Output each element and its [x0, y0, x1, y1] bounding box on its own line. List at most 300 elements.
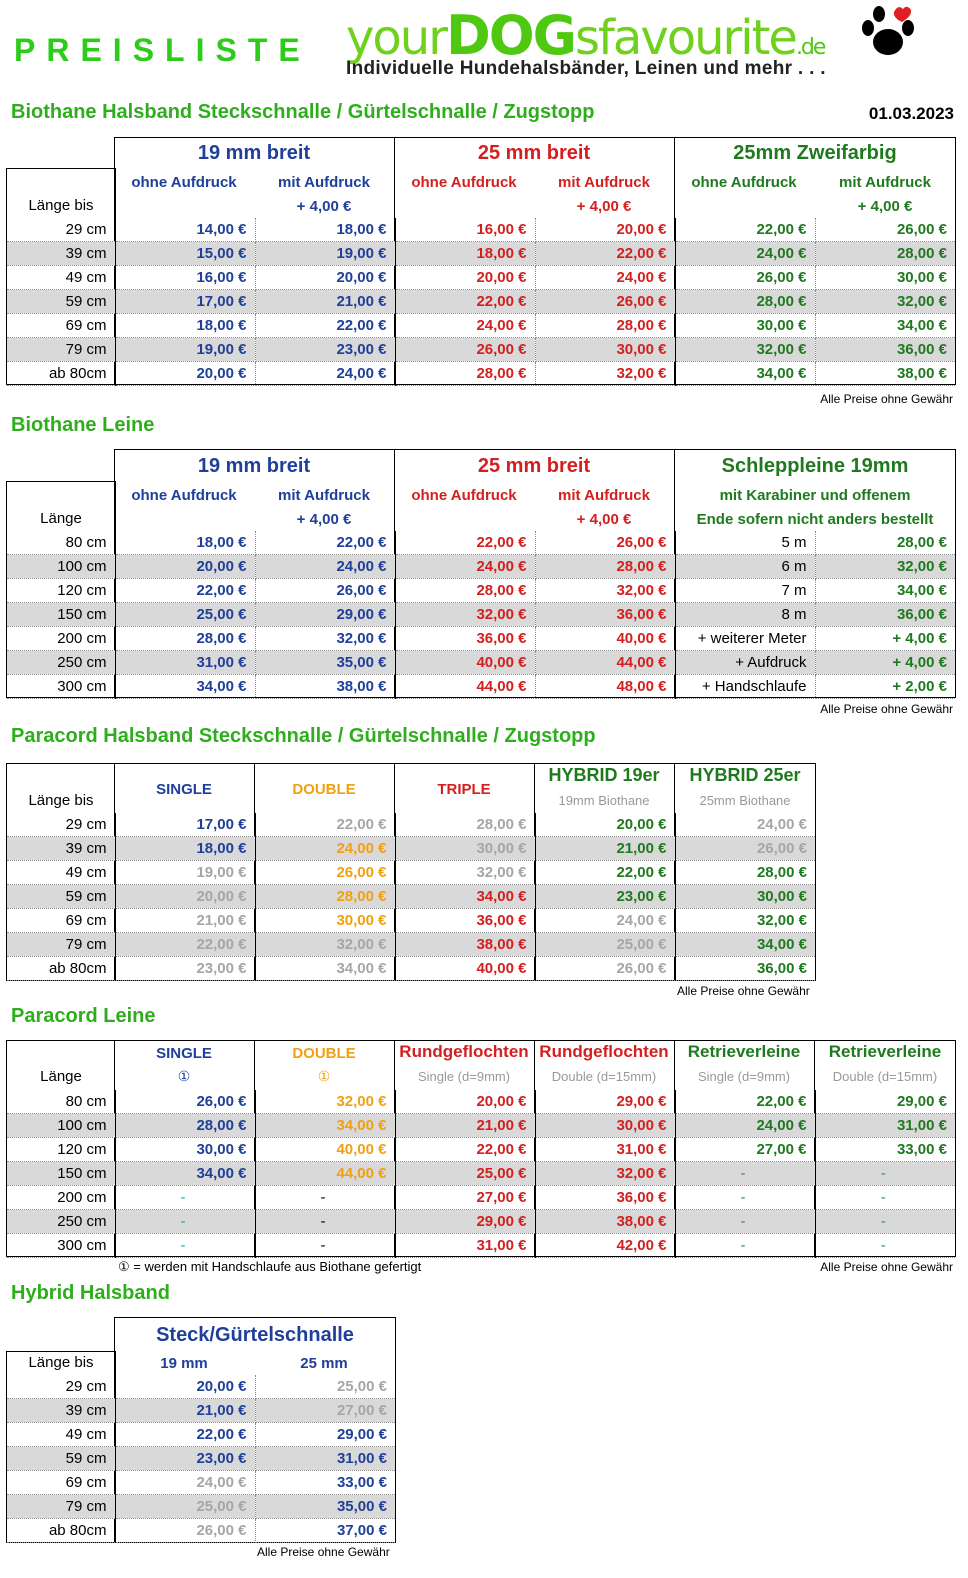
length-cell: 49 cm	[7, 861, 115, 885]
price-cell: 29,00 €	[815, 1090, 955, 1114]
price-cell: 20,00 €	[115, 885, 255, 909]
price-cell: 32,00 €	[535, 362, 675, 386]
price-cell: 44,00 €	[535, 651, 675, 675]
price-cell: 22,00 €	[675, 218, 815, 242]
price-cell: 35,00 €	[255, 1495, 395, 1519]
s2-price-table	[7, 531, 955, 699]
price-cell: -	[255, 1186, 395, 1210]
price-cell: 25,00 €	[115, 603, 255, 627]
price-cell: 40,00 €	[395, 957, 535, 981]
price-cell: 24,00 €	[535, 909, 675, 933]
page-title: PREISLISTE	[14, 32, 311, 68]
price-cell: 23,00 €	[535, 885, 675, 909]
table-row	[7, 1495, 395, 1519]
price-cell: 31,00 €	[815, 1114, 955, 1138]
table-row	[7, 1234, 955, 1258]
price-cell: 22,00 €	[115, 579, 255, 603]
s1-surcharge: + 4,00 €	[296, 198, 352, 215]
s4-col-round-double: Rundgeflochten	[539, 1042, 669, 1061]
section-title-hybrid-collar: Hybrid Halsband	[11, 1282, 170, 1304]
price-cell: 17,00 €	[115, 290, 255, 314]
s4-length-label: Länge	[40, 1068, 82, 1085]
price-cell: 32,00 €	[815, 290, 955, 314]
price-cell: 34,00 €	[115, 1162, 255, 1186]
table-row	[7, 1471, 395, 1495]
s3-sub-hybrid25: 25mm Biothane	[699, 793, 791, 808]
s2-group-19mm: 19 mm breit	[197, 455, 311, 477]
s3-sub-hybrid19: 19mm Biothane	[558, 793, 650, 808]
price-cell: -	[675, 1162, 815, 1186]
length-cell: 39 cm	[7, 1399, 115, 1423]
section-title-paracord-collar: Paracord Halsband Steckschnalle / Gürtelschnalle / Zugstopp	[11, 725, 596, 747]
length-cell: 29 cm	[7, 218, 115, 242]
length-cell: 39 cm	[7, 242, 115, 266]
price-cell: 23,00 €	[115, 1447, 255, 1471]
table-row	[7, 933, 815, 957]
price-cell: 40,00 €	[395, 651, 535, 675]
s4-col-single: SINGLE	[156, 1045, 212, 1062]
length-cell: 29 cm	[7, 813, 115, 837]
price-cell: 32,00 €	[675, 909, 815, 933]
s3-col-hybrid19: HYBRID 19er	[548, 765, 660, 785]
price-cell: 22,00 €	[255, 531, 395, 555]
disclaimer-note: Alle Preise ohne Gewähr	[820, 702, 953, 716]
price-cell: -	[115, 1210, 255, 1234]
price-cell: 21,00 €	[115, 1399, 255, 1423]
table-row	[7, 1375, 395, 1399]
price-cell: 16,00 €	[115, 266, 255, 290]
price-cell: 6 m	[675, 555, 815, 579]
price-cell: 40,00 €	[535, 627, 675, 651]
price-cell: -	[115, 1186, 255, 1210]
price-cell: -	[675, 1234, 815, 1258]
table-row	[7, 362, 955, 386]
s1-length-label: Länge bis	[28, 197, 94, 214]
price-cell: 25,00 €	[395, 1162, 535, 1186]
price-cell: 36,00 €	[815, 603, 955, 627]
length-cell: 200 cm	[7, 1186, 115, 1210]
price-cell: 30,00 €	[535, 338, 675, 362]
price-cell: 32,00 €	[395, 861, 535, 885]
s4-col-retriever-double: Retrieverleine	[828, 1042, 942, 1061]
price-cell: 22,00 €	[255, 314, 395, 338]
length-cell: 100 cm	[7, 1114, 115, 1138]
price-cell: 32,00 €	[675, 338, 815, 362]
price-cell: 32,00 €	[815, 555, 955, 579]
length-cell: 300 cm	[7, 1234, 115, 1258]
price-cell: 40,00 €	[255, 1138, 395, 1162]
price-cell: -	[815, 1210, 955, 1234]
price-cell: 20,00 €	[395, 266, 535, 290]
price-cell: -	[815, 1234, 955, 1258]
price-cell: 48,00 €	[535, 675, 675, 699]
price-cell: 7 m	[675, 579, 815, 603]
s5-price-table	[7, 1375, 395, 1543]
price-cell: -	[255, 1210, 395, 1234]
length-cell: 250 cm	[7, 1210, 115, 1234]
price-cell: 26,00 €	[675, 837, 815, 861]
s1-sub-without: ohne Aufdruck	[691, 174, 797, 191]
price-cell: 34,00 €	[395, 885, 535, 909]
table-row	[7, 1138, 955, 1162]
price-cell: 34,00 €	[675, 362, 815, 386]
s1-sub-with: mit Aufdruck	[558, 174, 650, 191]
s2-length-label: Länge	[40, 510, 82, 527]
price-cell: -	[115, 1234, 255, 1258]
price-cell: 24,00 €	[255, 555, 395, 579]
brand-subtitle: Individuelle Hundehalsbänder, Leinen und mehr . . .	[346, 58, 826, 79]
price-cell: 28,00 €	[395, 813, 535, 837]
table-row	[7, 1519, 395, 1543]
length-cell: 69 cm	[7, 1471, 115, 1495]
table-row	[7, 651, 955, 675]
table-row	[7, 885, 815, 909]
price-cell: 19,00 €	[115, 338, 255, 362]
price-cell: 28,00 €	[395, 362, 535, 386]
length-cell: 59 cm	[7, 290, 115, 314]
price-cell: 25,00 €	[535, 933, 675, 957]
price-cell: + weiterer Meter	[675, 627, 815, 651]
s2-surcharge: + 4,00 €	[576, 511, 632, 528]
price-cell: 33,00 €	[815, 1138, 955, 1162]
table-row	[7, 1399, 395, 1423]
s4-footnote-mark: ①	[317, 1068, 331, 1084]
s1-group-two-tone: 25mm Zweifarbig	[733, 142, 897, 164]
price-cell: + Aufdruck	[675, 651, 815, 675]
section-title-paracord-leash: Paracord Leine	[11, 1005, 156, 1027]
length-cell: 150 cm	[7, 603, 115, 627]
s2-drag-note-1: mit Karabiner und offenem	[719, 487, 911, 504]
s4-sub-retriever-double: Double (d=15mm)	[832, 1069, 938, 1084]
s2-sub-with: mit Aufdruck	[558, 487, 650, 504]
price-cell: -	[675, 1210, 815, 1234]
price-cell: 30,00 €	[115, 1138, 255, 1162]
price-cell: 34,00 €	[675, 933, 815, 957]
price-cell: 26,00 €	[535, 531, 675, 555]
price-cell: 28,00 €	[675, 290, 815, 314]
length-cell: 39 cm	[7, 837, 115, 861]
price-cell: 19,00 €	[115, 861, 255, 885]
s3-col-hybrid25: HYBRID 25er	[689, 765, 801, 785]
price-cell: 20,00 €	[255, 266, 395, 290]
price-cell: 30,00 €	[255, 909, 395, 933]
paw-icon	[858, 2, 918, 60]
s1-price-table	[7, 218, 955, 386]
price-cell: 21,00 €	[115, 909, 255, 933]
s3-col-single: SINGLE	[156, 781, 212, 798]
price-cell: 31,00 €	[255, 1447, 395, 1471]
table-row	[7, 1423, 395, 1447]
s2-sub-with: mit Aufdruck	[278, 487, 370, 504]
table-row	[7, 837, 815, 861]
price-cell: 26,00 €	[535, 957, 675, 981]
price-cell: 23,00 €	[115, 957, 255, 981]
s4-sub-retriever-single: Single (d=9mm)	[697, 1069, 791, 1084]
price-cell: 32,00 €	[395, 603, 535, 627]
price-cell: 30,00 €	[675, 885, 815, 909]
price-cell: 38,00 €	[255, 675, 395, 699]
length-cell: 300 cm	[7, 675, 115, 699]
price-cell: 28,00 €	[115, 1114, 255, 1138]
s2-sub-without: ohne Aufdruck	[411, 487, 517, 504]
length-cell: 200 cm	[7, 627, 115, 651]
price-cell: 36,00 €	[675, 957, 815, 981]
length-cell: ab 80cm	[7, 957, 115, 981]
length-cell: 59 cm	[7, 1447, 115, 1471]
length-cell: 100 cm	[7, 555, 115, 579]
price-cell: 29,00 €	[255, 603, 395, 627]
length-cell: 79 cm	[7, 933, 115, 957]
length-cell: 150 cm	[7, 1162, 115, 1186]
length-cell: 49 cm	[7, 266, 115, 290]
s5-col-19mm: 19 mm	[160, 1355, 208, 1372]
price-cell: 36,00 €	[535, 1186, 675, 1210]
price-cell: 24,00 €	[255, 362, 395, 386]
s2-sub-without: ohne Aufdruck	[131, 487, 237, 504]
length-cell: 79 cm	[7, 338, 115, 362]
price-cell: 26,00 €	[255, 579, 395, 603]
table-row	[7, 531, 955, 555]
price-cell: 22,00 €	[395, 531, 535, 555]
price-cell: 18,00 €	[115, 837, 255, 861]
price-cell: 24,00 €	[675, 813, 815, 837]
price-cell: 36,00 €	[395, 909, 535, 933]
price-cell: 30,00 €	[815, 266, 955, 290]
price-cell: 26,00 €	[815, 218, 955, 242]
price-cell: 32,00 €	[535, 1162, 675, 1186]
price-cell: 28,00 €	[395, 579, 535, 603]
logo-part-tld: .de	[795, 35, 825, 60]
price-cell: 18,00 €	[255, 218, 395, 242]
length-cell: ab 80cm	[7, 1519, 115, 1543]
price-cell: 29,00 €	[395, 1210, 535, 1234]
price-cell: 18,00 €	[395, 242, 535, 266]
s3-col-double: DOUBLE	[292, 781, 356, 798]
table-row	[7, 218, 955, 242]
price-cell: 22,00 €	[535, 861, 675, 885]
price-cell: 35,00 €	[255, 651, 395, 675]
price-cell: 25,00 €	[255, 1375, 395, 1399]
s2-group-25mm: 25 mm breit	[477, 455, 591, 477]
length-cell: 79 cm	[7, 1495, 115, 1519]
price-cell: 21,00 €	[255, 290, 395, 314]
s1-surcharge: + 4,00 €	[857, 198, 913, 215]
price-cell: 22,00 €	[255, 813, 395, 837]
price-cell: 5 m	[675, 531, 815, 555]
price-cell: 17,00 €	[115, 813, 255, 837]
price-cell: 33,00 €	[255, 1471, 395, 1495]
price-cell: + 2,00 €	[815, 675, 955, 699]
price-cell: 34,00 €	[115, 675, 255, 699]
price-cell: 26,00 €	[535, 290, 675, 314]
price-cell: 42,00 €	[535, 1234, 675, 1258]
s4-footnote: ① = werden mit Handschlaufe aus Biothane gefertigt	[118, 1259, 422, 1274]
table-row	[7, 242, 955, 266]
price-cell: 26,00 €	[395, 338, 535, 362]
length-cell: 59 cm	[7, 885, 115, 909]
price-cell: 8 m	[675, 603, 815, 627]
table-row	[7, 314, 955, 338]
price-cell: 38,00 €	[395, 933, 535, 957]
s1-group-25mm: 25 mm breit	[477, 142, 591, 164]
price-cell: 27,00 €	[395, 1186, 535, 1210]
price-cell: 15,00 €	[115, 242, 255, 266]
price-cell: 20,00 €	[115, 555, 255, 579]
price-cell: 32,00 €	[255, 627, 395, 651]
price-cell: -	[815, 1186, 955, 1210]
price-cell: 22,00 €	[675, 1090, 815, 1114]
price-cell: 14,00 €	[115, 218, 255, 242]
s2-group-drag-leash: Schleppleine 19mm	[721, 455, 909, 477]
price-cell: 16,00 €	[395, 218, 535, 242]
price-cell: 31,00 €	[535, 1138, 675, 1162]
s2-drag-note-2: Ende sofern nicht anders bestellt	[696, 511, 934, 528]
price-cell: 32,00 €	[255, 933, 395, 957]
s1-sub-without: ohne Aufdruck	[411, 174, 517, 191]
price-cell: 44,00 €	[395, 675, 535, 699]
price-cell: 22,00 €	[395, 290, 535, 314]
price-cell: 38,00 €	[535, 1210, 675, 1234]
price-cell: -	[255, 1234, 395, 1258]
price-cell: 20,00 €	[535, 218, 675, 242]
section-title-biothane-leash: Biothane Leine	[11, 414, 155, 436]
price-cell: 22,00 €	[395, 1138, 535, 1162]
price-cell: 36,00 €	[815, 338, 955, 362]
length-cell: 49 cm	[7, 1423, 115, 1447]
table-row	[7, 555, 955, 579]
table-row	[7, 1186, 955, 1210]
price-cell: 28,00 €	[535, 314, 675, 338]
price-cell: 32,00 €	[535, 579, 675, 603]
s4-col-round-single: Rundgeflochten	[399, 1042, 529, 1061]
price-cell: 19,00 €	[255, 242, 395, 266]
price-cell: 24,00 €	[535, 266, 675, 290]
table-row	[7, 1447, 395, 1471]
s1-sub-with: mit Aufdruck	[839, 174, 931, 191]
table-row	[7, 603, 955, 627]
length-cell: 69 cm	[7, 909, 115, 933]
price-cell: 24,00 €	[115, 1471, 255, 1495]
price-date: 01.03.2023	[868, 104, 954, 123]
s4-sub-round-double: Double (d=15mm)	[551, 1069, 657, 1084]
price-cell: 24,00 €	[395, 314, 535, 338]
length-cell: 250 cm	[7, 651, 115, 675]
price-cell: 36,00 €	[395, 627, 535, 651]
s4-footnote-mark: ①	[177, 1068, 191, 1084]
table-row	[7, 1162, 955, 1186]
price-cell: 28,00 €	[815, 531, 955, 555]
table-row	[7, 338, 955, 362]
price-cell: 28,00 €	[535, 555, 675, 579]
price-cell: 26,00 €	[115, 1090, 255, 1114]
price-cell: 37,00 €	[255, 1519, 395, 1543]
length-cell: 120 cm	[7, 1138, 115, 1162]
price-cell: 18,00 €	[115, 531, 255, 555]
length-cell: 80 cm	[7, 1090, 115, 1114]
price-cell: 24,00 €	[255, 837, 395, 861]
price-cell: 18,00 €	[115, 314, 255, 338]
s1-group-19mm: 19 mm breit	[197, 142, 311, 164]
table-row	[7, 813, 815, 837]
table-row	[7, 266, 955, 290]
table-row	[7, 861, 815, 885]
price-cell: + 4,00 €	[815, 627, 955, 651]
price-cell: 28,00 €	[815, 242, 955, 266]
price-cell: 29,00 €	[255, 1423, 395, 1447]
price-cell: + 4,00 €	[815, 651, 955, 675]
length-cell: 29 cm	[7, 1375, 115, 1399]
price-cell: 30,00 €	[675, 314, 815, 338]
price-cell: 34,00 €	[255, 957, 395, 981]
price-cell: 20,00 €	[115, 1375, 255, 1399]
table-row	[7, 1210, 955, 1234]
s3-col-triple: TRIPLE	[437, 781, 491, 798]
disclaimer-note: Alle Preise ohne Gewähr	[820, 1260, 953, 1274]
s5-group: Steck/Gürtelschnalle	[156, 1324, 354, 1346]
s4-col-double: DOUBLE	[292, 1045, 356, 1062]
disclaimer-note: Alle Preise ohne Gewähr	[677, 984, 810, 998]
length-cell: 69 cm	[7, 314, 115, 338]
disclaimer-note: Alle Preise ohne Gewähr	[257, 1545, 390, 1559]
price-cell: 34,00 €	[255, 1114, 395, 1138]
price-cell: 20,00 €	[535, 813, 675, 837]
length-cell: 120 cm	[7, 579, 115, 603]
s1-sub-with: mit Aufdruck	[278, 174, 370, 191]
price-cell: 30,00 €	[395, 837, 535, 861]
s3-price-table	[7, 813, 815, 981]
price-cell: 21,00 €	[395, 1114, 535, 1138]
price-cell: 36,00 €	[535, 603, 675, 627]
price-cell: -	[675, 1186, 815, 1210]
price-cell: 26,00 €	[115, 1519, 255, 1543]
price-cell: 24,00 €	[395, 555, 535, 579]
price-cell: 26,00 €	[255, 861, 395, 885]
price-cell: 31,00 €	[395, 1234, 535, 1258]
section-title-biothane-collar: Biothane Halsband Steckschnalle / Gürtelschnalle / Zugstopp	[11, 101, 595, 123]
price-cell: 23,00 €	[255, 338, 395, 362]
price-cell: 32,00 €	[255, 1090, 395, 1114]
price-cell: 22,00 €	[115, 1423, 255, 1447]
s4-col-retriever-single: Retrieverleine	[687, 1042, 801, 1061]
price-cell: 27,00 €	[675, 1138, 815, 1162]
price-cell: 22,00 €	[535, 242, 675, 266]
s4-sub-round-single: Single (d=9mm)	[417, 1069, 511, 1084]
s5-length-label: Länge bis	[28, 1354, 94, 1371]
s3-length-label: Länge bis	[28, 792, 94, 809]
s1-sub-without: ohne Aufdruck	[131, 174, 237, 191]
length-cell: ab 80cm	[7, 362, 115, 386]
price-cell: 22,00 €	[115, 933, 255, 957]
disclaimer-note: Alle Preise ohne Gewähr	[820, 392, 953, 406]
table-row	[7, 675, 955, 699]
price-cell: 29,00 €	[535, 1090, 675, 1114]
price-cell: 38,00 €	[815, 362, 955, 386]
price-cell: 28,00 €	[675, 861, 815, 885]
table-row	[7, 627, 955, 651]
logo-part-your: your	[346, 10, 446, 66]
table-row	[7, 957, 815, 981]
s5-col-25mm: 25 mm	[300, 1355, 348, 1372]
price-cell: 34,00 €	[815, 314, 955, 338]
price-cell: 20,00 €	[115, 362, 255, 386]
table-row	[7, 579, 955, 603]
price-cell: 27,00 €	[255, 1399, 395, 1423]
price-cell: 26,00 €	[675, 266, 815, 290]
price-cell: 20,00 €	[395, 1090, 535, 1114]
table-row	[7, 1090, 955, 1114]
price-cell: 24,00 €	[675, 242, 815, 266]
price-cell: 28,00 €	[115, 627, 255, 651]
